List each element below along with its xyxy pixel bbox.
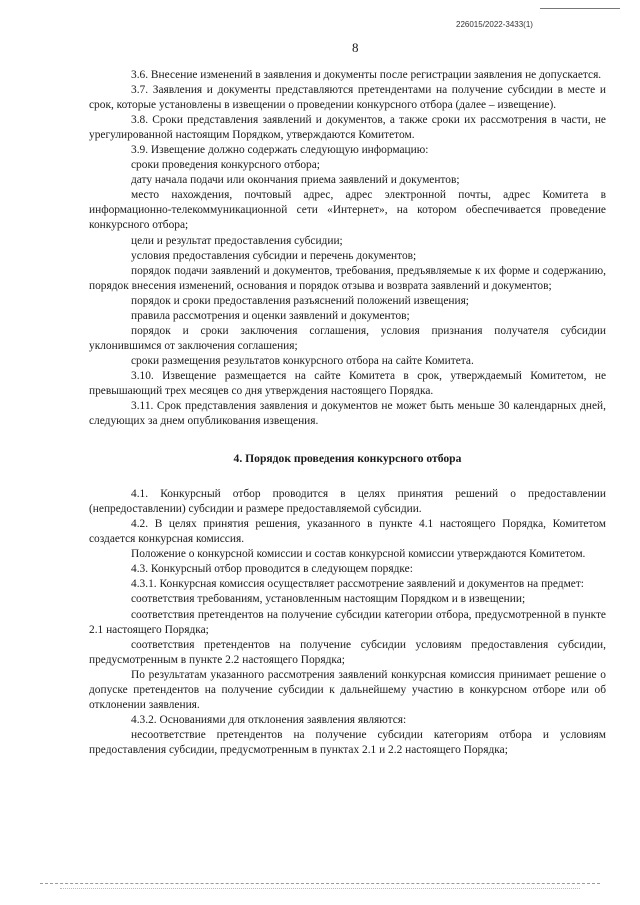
paragraph-4-3: 4.3. Конкурсный отбор проводится в следующем порядке: [131,563,413,576]
paragraph-4-3-1: 4.3.1. Конкурсная комиссия осуществляет рассмотрение заявлений и документов на предмет: [131,578,584,591]
paragraph-3-7: 3.7. Заявления и документы представляются претендентами на получение субсидии в месте и срок, которые установлены в извещении о проведении конкурсного отбора (далее – извещение). [89,84,606,112]
document-body [89,68,606,758]
list-item: несоответствие претендентов на получение субсидии категориям отбора и условиям предоставления субсидии, предусмотренным в пунктах 2.1 и 2.2 настоящего Порядка; [89,728,606,756]
list-item: порядок подачи заявлений и документов, требования, предъявляемые к их форме и содержанию, порядок внесения изменений, основания и порядок отзыва и возврата заявлений и документов; [89,264,606,292]
paragraph-3-8: 3.8. Сроки представления заявлений и документов, а также сроки их рассмотрения в части, не урегулированной настоящим Порядком, утверждаются Комитетом. [89,114,606,142]
list-item: соответствия претендентов на получение субсидии условиям предоставления субсидии, предусмотренным в пункте 2.2 настоящего Порядка; [89,638,606,666]
list-item: соответствия требованиям, установленным настоящим Порядком и в извещении; [131,593,526,606]
scan-artifact-line [40,883,600,884]
paragraph-decision: По результатам указанного рассмотрения заявлений конкурсная комиссия принимает решение о допуске претендентов на получение субсидии к дальнейшему участию в конкурсном отборе или об отклонении заявления. [89,668,606,711]
section-heading: 4. Порядок проведения конкурсного отбора [233,452,462,466]
list-item: порядок и сроки заключения соглашения, условия признания получателя субсидии уклонившимся от заключения соглашения; [89,324,606,352]
list-item: условия предоставления субсидии и перечень документов; [131,249,417,262]
list-item: дату начала подачи или окончания приема заявлений и документов; [131,174,460,187]
paragraph-3-11: 3.11. Срок представления заявления и документов не может быть меньше 30 календарных дней, следующих за днем опубликования извещения. [89,400,606,428]
paragraph-commission: Положение о конкурсной комиссии и состав конкурсной комиссии утверждаются Комитетом. [131,548,586,561]
paragraph-4-1: 4.1. Конкурсный отбор проводится в целях принятия решений о предоставлении (непредоставлении) субсидии и размере предоставляемой субсидии. [89,488,606,516]
paragraph-3-6: 3.6. Внесение изменений в заявления и документы после регистрации заявления не допускается. [131,69,602,81]
paragraph-4-3-2: 4.3.2. Основаниями для отклонения заявления являются: [131,713,407,726]
list-item: сроки размещения результатов конкурсного отбора на сайте Комитета. [131,354,474,367]
list-item: порядок и сроки предоставления разъяснений положений извещения; [131,294,469,307]
scan-artifact-line [60,888,580,889]
list-item: соответствия претендентов на получение субсидии категории отбора, предусмотренной в пункте 2.1 настоящего Порядка; [89,608,606,636]
list-item: правила рассмотрения и оценки заявлений и документов; [131,309,410,322]
list-item: цели и результат предоставления субсидии; [131,234,343,247]
paragraph-3-9: 3.9. Извещение должно содержать следующую информацию: [131,144,429,157]
paragraph-4-2: 4.2. В целях принятия решения, указанного в пункте 4.1 настоящего Порядка, Комитетом создается конкурсная комиссия. [89,518,606,546]
document-id: 226015/2022-3433(1) [456,20,533,29]
list-item: место нахождения, почтовый адрес, адрес электронной почты, адрес Комитета в информационно-телекоммуникационной сети «Интернет», на котором обеспечивается проведение конкурсного отбора; [89,189,606,232]
top-rule [540,8,620,9]
paragraph-3-10: 3.10. Извещение размещается на сайте Комитета в срок, утверждаемый Комитетом, не превышающий трех месяцев со дня утверждения настоящего Порядка. [89,369,606,397]
list-item: сроки проведения конкурсного отбора; [131,159,320,172]
page-number: 8 [352,40,359,55]
